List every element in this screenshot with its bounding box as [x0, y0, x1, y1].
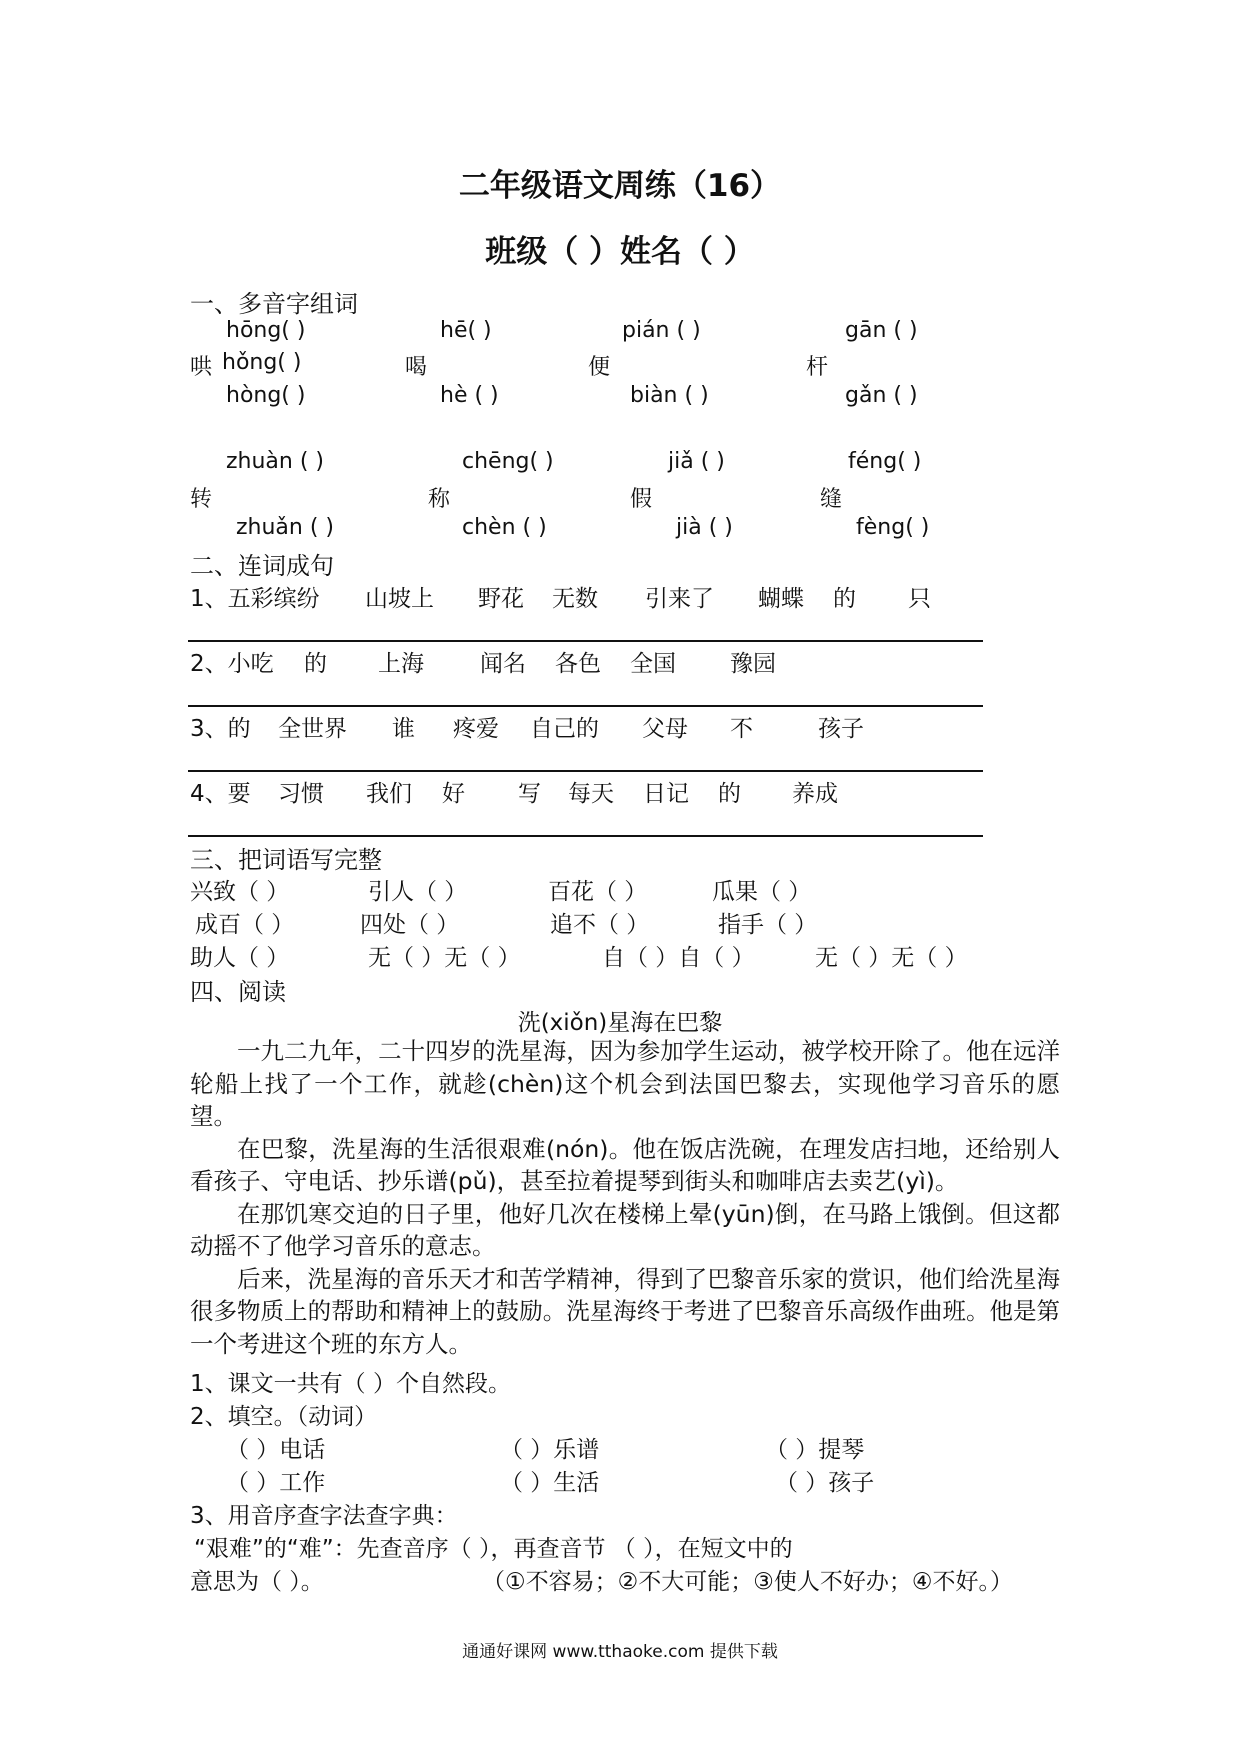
word: 引来了: [645, 586, 714, 612]
char-feng: 缝: [820, 487, 843, 512]
word: 无数: [552, 586, 598, 612]
verb-blank: （ ）电话: [226, 1437, 326, 1463]
word: 的: [718, 781, 741, 807]
idiom: 助人（ ）: [190, 945, 290, 971]
verb-blank: （ ）提琴: [765, 1437, 865, 1463]
pinyin-zhuan3: zhuǎn ( ): [236, 515, 335, 540]
idiom: 四处（ ）: [360, 912, 460, 938]
word: 疼爱: [453, 716, 499, 742]
idiom: 无（ ）无（ ）: [815, 945, 968, 971]
word: 的: [304, 651, 327, 677]
word: 山坡上: [365, 586, 434, 612]
char-jia: 假: [630, 487, 653, 512]
word: 好: [442, 781, 465, 807]
worksheet-title: 二年级语文周练（16）: [458, 168, 782, 204]
pinyin-he1: hē( ): [440, 318, 492, 343]
pinyin-hong3: hǒng( ): [222, 350, 302, 375]
word: 日记: [643, 781, 689, 807]
word: 各色: [555, 651, 601, 677]
char-cheng: 称: [428, 487, 451, 512]
answer-line-3[interactable]: [188, 770, 983, 772]
passage-paragraph: 后来，洗星海的音乐天才和苦学精神，得到了巴黎音乐家的赏识，他们给洗星海很多物质上的帮助和精神上的鼓励。洗星海终于考进了巴黎音乐高级作曲班。他是第一个考进这个班的东方人。: [190, 1264, 1060, 1358]
question-3-options: （①不容易；②不大可能；③使人不好办；④不好。）: [482, 1569, 1013, 1595]
idiom: 瓜果（ ）: [712, 879, 812, 905]
answer-line-1[interactable]: [188, 640, 983, 642]
verb-blank: （ ）乐谱: [500, 1437, 600, 1463]
section-2-heading: 二、连词成句: [190, 552, 334, 580]
word: 全世界: [278, 716, 347, 742]
word: 父母: [642, 716, 688, 742]
char-he: 喝: [405, 355, 428, 380]
pinyin-gan1: gān ( ): [845, 318, 918, 343]
question-3: 3、用音序查字法查字典：: [190, 1503, 458, 1529]
pinyin-feng2: féng( ): [848, 449, 922, 474]
word: 写: [518, 781, 541, 807]
word: 谁: [392, 716, 415, 742]
idiom: 追不（ ）: [550, 912, 650, 938]
section-1-heading: 一、多音字组词: [190, 290, 358, 318]
char-gan: 杆: [806, 355, 829, 380]
char-hong: 哄: [190, 355, 213, 380]
word: 闻名: [480, 651, 526, 677]
passage-paragraph: 在那饥寒交迫的日子里，他好几次在楼梯上晕(yūn)倒，在马路上饿倒。但这都动摇不了他学习音乐的意志。: [190, 1199, 1060, 1260]
word: 自己的: [530, 716, 599, 742]
word: 4、要: [190, 781, 251, 807]
pinyin-pian: pián ( ): [622, 318, 701, 343]
word: 养成: [792, 781, 838, 807]
word: 我们: [366, 781, 412, 807]
pinyin-zhuan4: zhuàn ( ): [226, 449, 325, 474]
word: 孩子: [818, 716, 864, 742]
word: 豫园: [730, 651, 776, 677]
pinyin-feng4: fèng( ): [856, 515, 930, 540]
idiom: 成百（ ）: [195, 912, 295, 938]
verb-blank: （ ）孩子: [775, 1470, 875, 1496]
question-1: 1、课文一共有（ ）个自然段。: [190, 1371, 511, 1397]
word: 3、的: [190, 716, 251, 742]
verb-blank: （ ）工作: [226, 1470, 326, 1496]
section-4-heading: 四、阅读: [190, 978, 286, 1006]
word: 1、五彩缤纷: [190, 586, 320, 612]
passage-paragraph: 在巴黎，洗星海的生活很艰难(nón)。他在饭店洗碗，在理发店扫地，还给别人看孩子、守电话、抄乐谱(pǔ)，甚至拉着提琴到街头和咖啡店去卖艺(yì)。: [190, 1134, 1060, 1195]
word: 蝴蝶: [758, 586, 804, 612]
passage-paragraph: 一九二九年，二十四岁的洗星海，因为参加学生运动，被学校开除了。他在远洋轮船上找了一个工作，就趁(chèn)这个机会到法国巴黎去，实现他学习音乐的愿望。: [190, 1037, 1060, 1130]
idiom: 指手（ ）: [718, 912, 818, 938]
pinyin-gan3: gǎn ( ): [845, 383, 918, 408]
question-3-line-1: “艰难”的“难”：先查音序（ ），再查音节 （ ），在短文中的: [194, 1536, 793, 1562]
idiom: 引人（ ）: [368, 879, 468, 905]
word: 野花: [478, 586, 524, 612]
answer-line-4[interactable]: [188, 835, 983, 837]
char-bian: 便: [588, 355, 611, 380]
idiom: 兴致（ ）: [190, 879, 290, 905]
pinyin-he4: hè ( ): [440, 383, 499, 408]
idiom: 无（ ）无（ ）: [368, 945, 521, 971]
footer-credit: 通通好课网 www.tthaoke.com 提供下载: [462, 1642, 778, 1662]
pinyin-jia3: jiǎ ( ): [668, 449, 725, 474]
word: 习惯: [278, 781, 324, 807]
question-2: 2、填空。（动词）: [190, 1404, 378, 1430]
pinyin-chen4: chèn ( ): [462, 515, 547, 540]
word: 不: [730, 716, 753, 742]
class-name-line: 班级（ ）姓名（ ）: [485, 234, 755, 270]
word: 只: [908, 586, 931, 612]
char-zhuan: 转: [190, 487, 213, 512]
word: 全国: [630, 651, 676, 677]
word: 上海: [378, 651, 424, 677]
pinyin-hong4: hòng( ): [226, 383, 306, 408]
idiom: 百花（ ）: [548, 879, 648, 905]
word: 每天: [568, 781, 614, 807]
idiom: 自（ ）自（ ）: [602, 945, 755, 971]
pinyin-hong1: hōng( ): [226, 318, 306, 343]
section-3-heading: 三、把词语写完整: [190, 846, 382, 874]
word: 2、小吃: [190, 651, 274, 677]
pinyin-cheng1: chēng( ): [462, 449, 554, 474]
word: 的: [833, 586, 856, 612]
pinyin-jia4: jià ( ): [676, 515, 733, 540]
passage-title: 洗(xiǒn)星海在巴黎: [517, 1010, 723, 1036]
pinyin-bian: biàn ( ): [630, 383, 709, 408]
question-3-blank: 意思为（ ）。: [190, 1569, 324, 1595]
answer-line-2[interactable]: [188, 705, 983, 707]
reading-passage: [190, 1035, 1060, 1360]
verb-blank: （ ）生活: [500, 1470, 600, 1496]
